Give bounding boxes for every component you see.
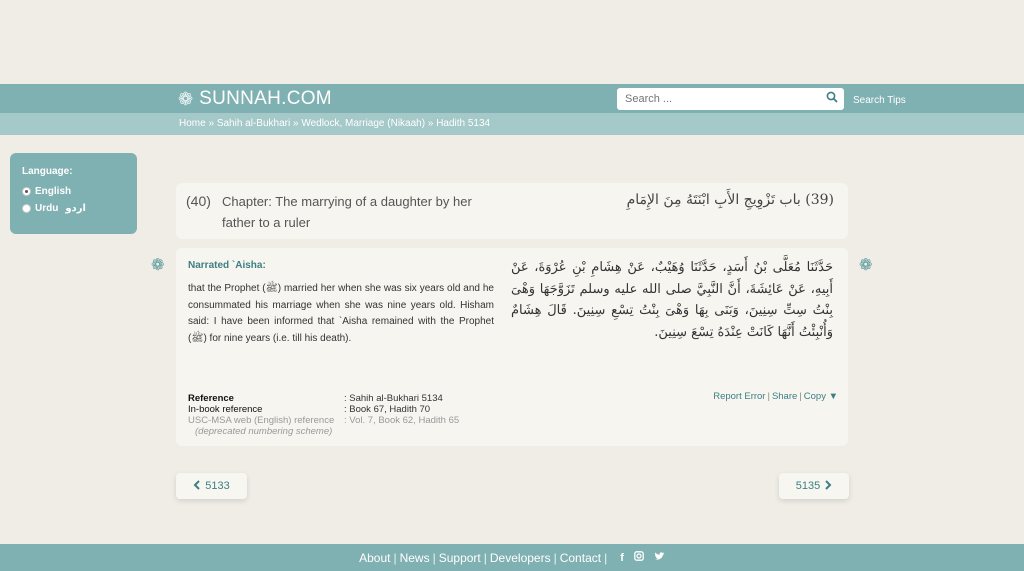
- hadith-text-english: that the Prophet (ﷺ) married her when she was six years old and he consummated his marriage when she was nine years old. Hisham said: I have been informed that `Aisha remained with the Prophet (ﷺ) for nine years (i.e. till his death).: [188, 283, 494, 344]
- language-option-english[interactable]: [22, 186, 125, 197]
- footer: [0, 544, 1024, 571]
- language-title: Language:: [22, 166, 73, 177]
- reference-row: [188, 415, 459, 426]
- separator: |: [432, 550, 436, 565]
- separator: |: [483, 550, 487, 565]
- hadith-actions: [713, 391, 838, 402]
- copy-link[interactable]: Copy ▼: [803, 391, 838, 402]
- breadcrumb-hadith: Hadith 5134: [436, 118, 491, 129]
- report-error-link[interactable]: Report Error: [713, 391, 766, 402]
- language-option-native-label: اردو: [65, 203, 86, 214]
- footer-link-support[interactable]: Support: [438, 550, 481, 565]
- search-tips-link[interactable]: Search Tips: [853, 95, 906, 106]
- chapter-arabic: [627, 192, 834, 208]
- flower-logo-icon: ❁: [178, 89, 194, 109]
- chapter-title-arabic: باب تَزْوِيجِ الأَبِ ابْنَتَهُ مِنَ الإِمَامِ: [626, 192, 801, 208]
- twitter-icon[interactable]: [654, 551, 665, 564]
- facebook-icon[interactable]: f: [620, 551, 624, 564]
- radio-urdu[interactable]: [22, 204, 31, 213]
- hadith-card: [176, 248, 848, 446]
- reference-label: In-book reference: [188, 404, 263, 415]
- chapter-title-english: Chapter: The marrying of a daughter by her father to a ruler: [222, 194, 472, 230]
- search-box[interactable]: [617, 88, 844, 110]
- logo-text: SUNNAH.COM: [199, 88, 332, 109]
- breadcrumb-collection[interactable]: Sahih al-Bukhari: [216, 118, 291, 129]
- share-link[interactable]: Share: [771, 391, 798, 402]
- reference-value: : Book 67, Hadith 70: [344, 404, 431, 415]
- next-hadith-button[interactable]: [779, 473, 849, 499]
- next-hadith-label: 5135: [795, 480, 821, 492]
- breadcrumb-home[interactable]: Home: [179, 118, 206, 129]
- narrator: Narrated `Aisha:: [188, 260, 266, 271]
- hadith-text-arabic: حَدَّثَنَا مُعَلَّى بْنُ أَسَدٍ، حَدَّثَنَا وُهَيْبٌ، عَنْ هِشَامِ بْنِ عُرْوَةَ، عَنْ أَبِيهِ، عَنْ عَائِشَةَ، أَنَّ النَّبِيَّ صلى الله عليه وسلم تَزَوَّجَهَا وَهْىَ بِنْتُ سِتِّ سِنِينَ، وَبَنَى بِهَا وَهْىَ بِنْتُ تِسْعِ سِنِينَ‏.‏ قَالَ هِشَامٌ وَأُنْبِئْتُ أَنَّهَا كَانَتْ عِنْدَهُ تِسْعَ سِنِينَ‏.‏: [511, 260, 833, 340]
- instagram-icon[interactable]: [634, 551, 644, 564]
- chevron-right-icon: [824, 480, 832, 493]
- reference-row: [188, 393, 459, 404]
- reference-label: Reference: [188, 393, 234, 404]
- breadcrumb-bar: [0, 113, 1024, 135]
- deprecated-note: (deprecated numbering scheme): [195, 426, 333, 437]
- separator: |: [767, 391, 770, 402]
- language-panel: [10, 153, 137, 234]
- language-option-label: English: [35, 186, 72, 197]
- ornament-right-icon: ❁: [859, 257, 873, 274]
- footer-link-news[interactable]: News: [399, 550, 430, 565]
- site-logo[interactable]: [178, 88, 332, 110]
- separator: |: [799, 391, 802, 402]
- previous-hadith-button[interactable]: [176, 473, 247, 499]
- reference-row: [188, 404, 459, 415]
- reference-table: [188, 393, 459, 437]
- separator: |: [553, 550, 557, 565]
- language-option-label: Urdu: [35, 203, 59, 214]
- radio-english[interactable]: [22, 187, 31, 196]
- separator: |: [393, 550, 397, 565]
- ornament-left-icon: ❁: [151, 257, 165, 274]
- separator: |: [604, 550, 608, 565]
- footer-link-developers[interactable]: Developers: [489, 550, 551, 565]
- reference-label: USC-MSA web (English) reference: [188, 415, 335, 426]
- chapter-number-arabic: (39): [805, 192, 834, 208]
- chapter-number-english: (40): [186, 193, 211, 209]
- previous-hadith-label: 5133: [205, 480, 230, 492]
- breadcrumb: Home » Sahih al-Bukhari » Wedlock, Marriage (Nikaah) » Hadith 5134: [179, 118, 491, 129]
- search-icon[interactable]: [826, 91, 838, 106]
- footer-link-contact[interactable]: Contact: [559, 550, 602, 565]
- search-input[interactable]: [617, 88, 833, 110]
- footer-link-about[interactable]: About: [359, 550, 391, 565]
- chapter-card: [176, 183, 848, 239]
- chevron-left-icon: [193, 480, 201, 493]
- breadcrumb-book[interactable]: Wedlock, Marriage (Nikaah): [301, 118, 426, 129]
- reference-value: : Vol. 7, Book 62, Hadith 65: [344, 415, 460, 426]
- reference-value: : Sahih al-Bukhari 5134: [344, 393, 443, 404]
- language-option-urdu[interactable]: [22, 203, 125, 214]
